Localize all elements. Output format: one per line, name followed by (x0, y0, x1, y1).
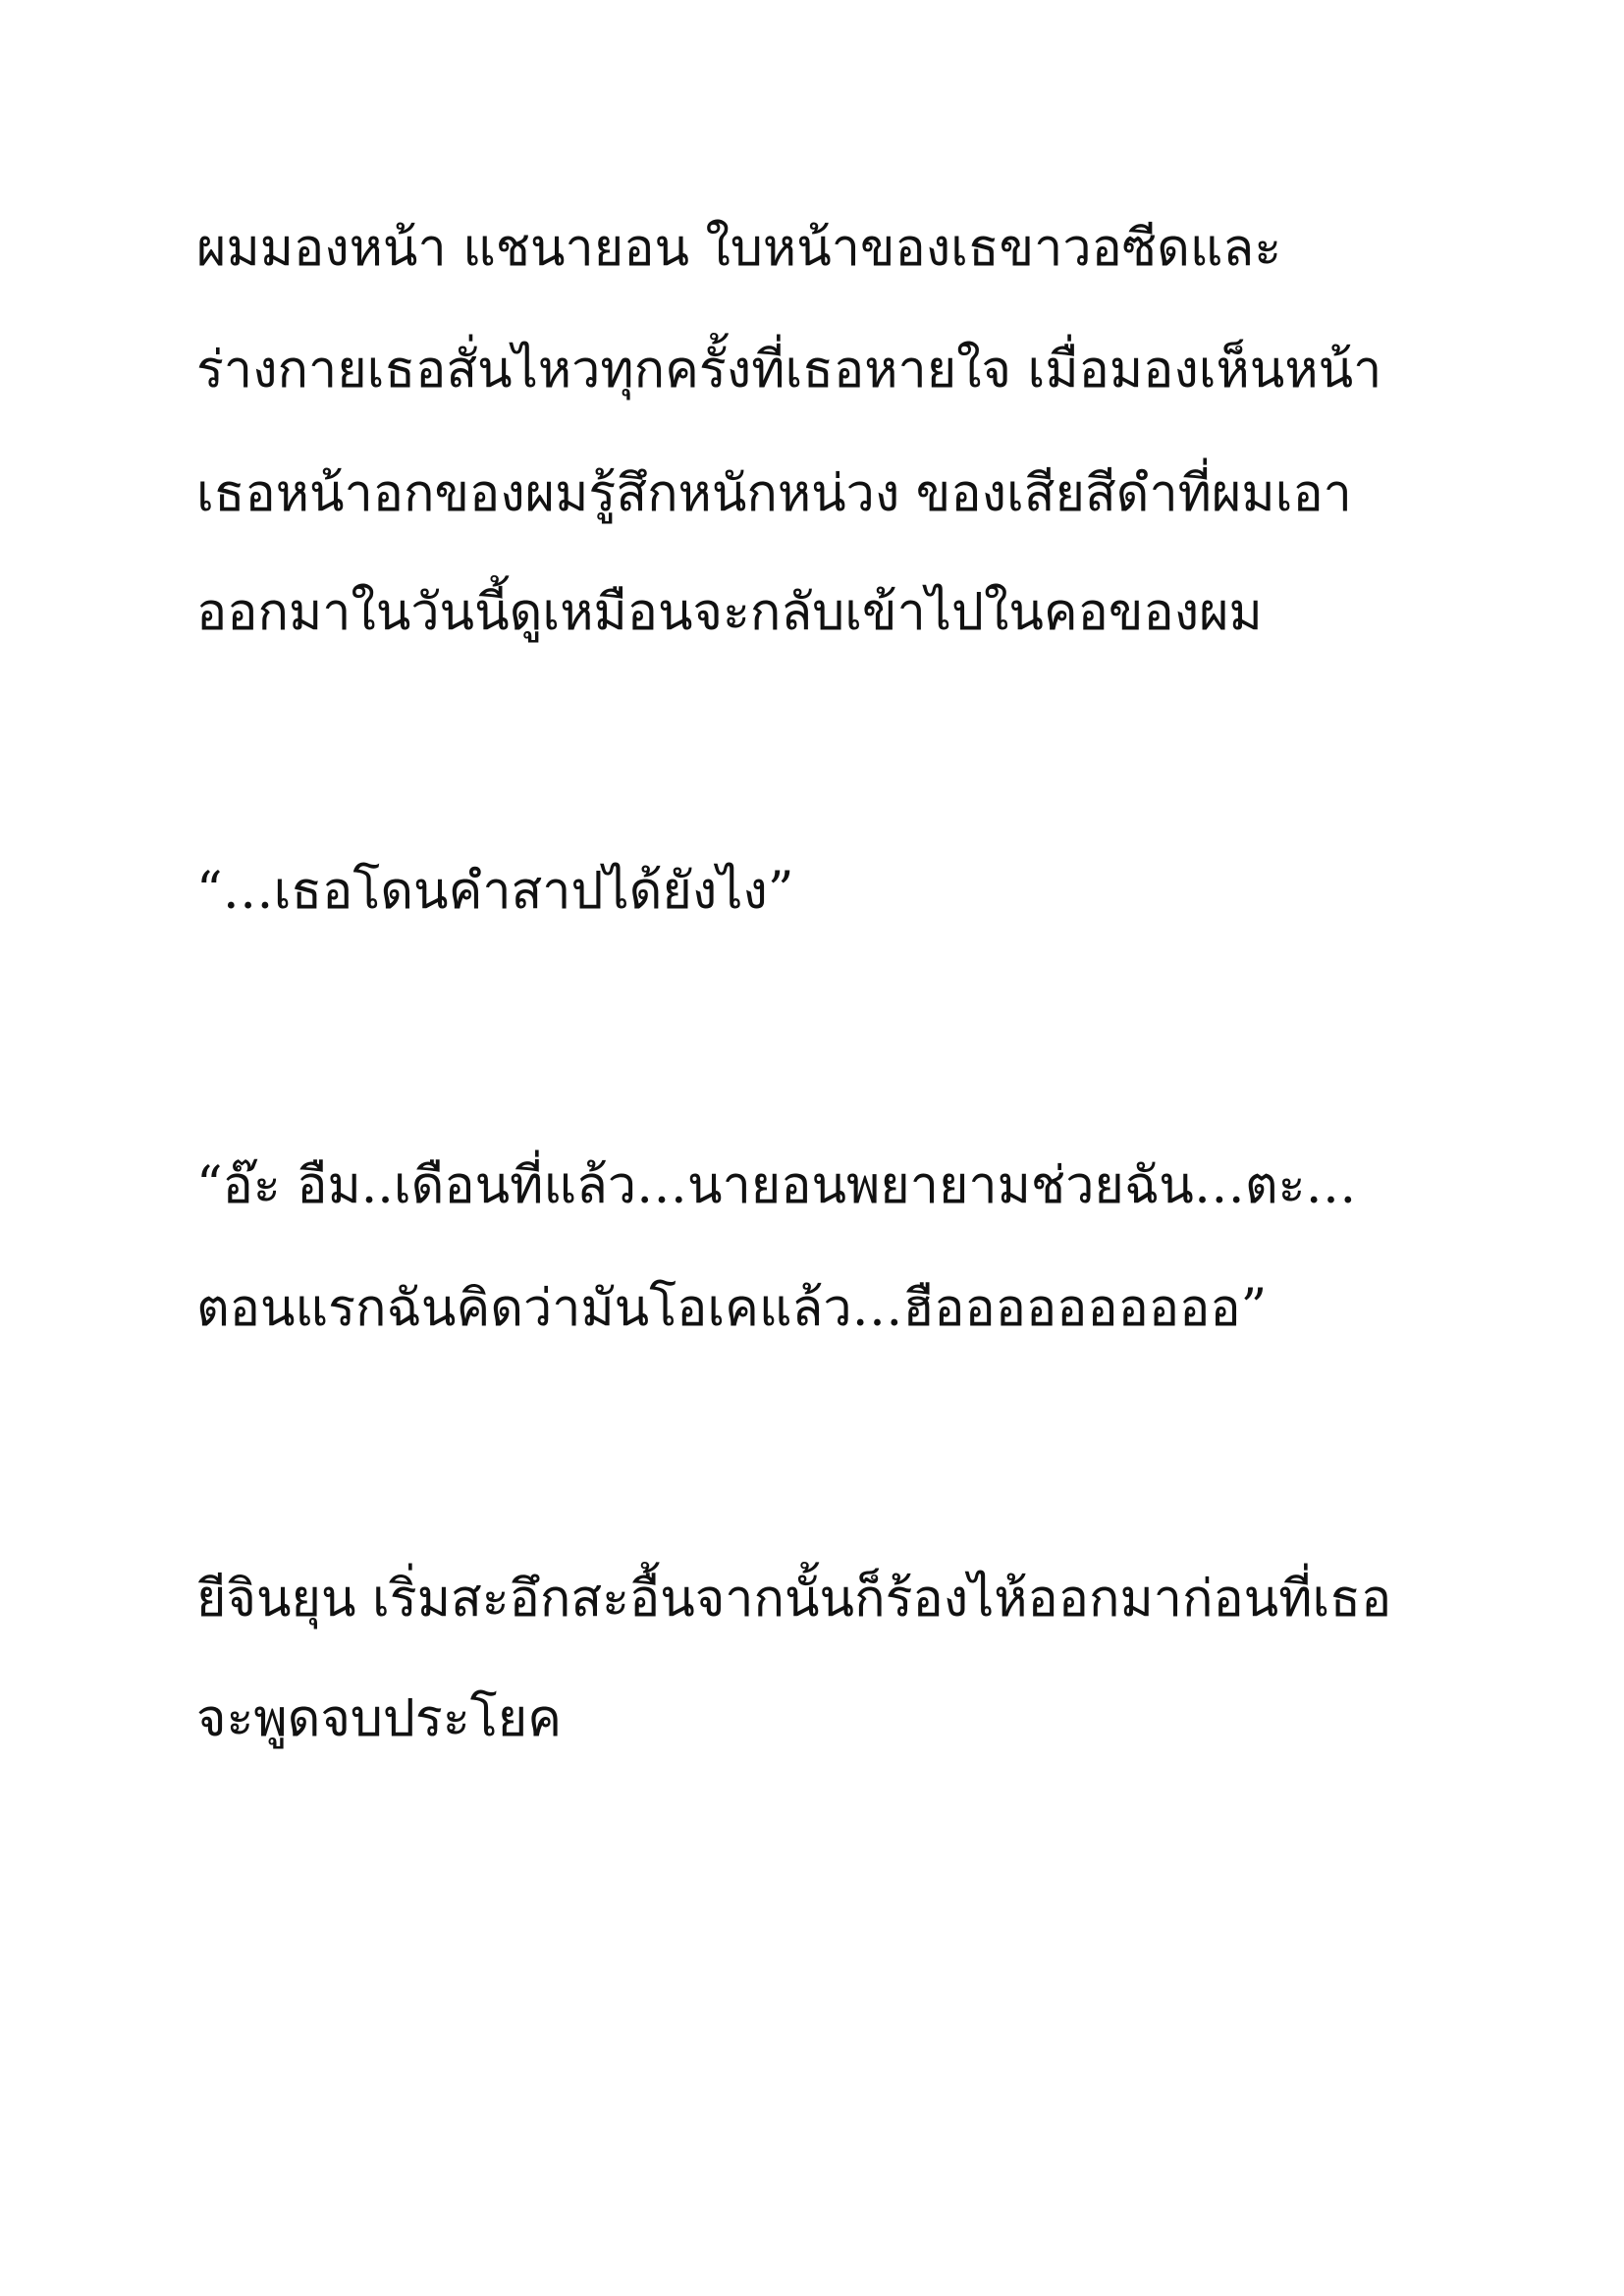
paragraph-4-line-1: ยีจินยุน เริ่มสะอึกสะอื้นจากนั้นก็ร้องไห้ออกมาก่อนที่เธอ (196, 1570, 1392, 1629)
paragraph-2-line-1: “…เธอโดนคำสาปได้ยังไง” (196, 862, 794, 921)
paragraph-3-line-2: ตอนแรกฉันคิดว่ามันโอเคแล้ว…ฮืออออออออออ” (196, 1279, 1268, 1338)
paragraph-1-line-4: ออกมาในวันนี้ดูเหมือนจะกลับเข้าไปในคอของผม (196, 583, 1263, 642)
paragraph-1-line-2: ร่างกายเธอสั่นไหวทุกครั้งที่เธอหายใจ เมื่อมองเห็นหน้า (196, 341, 1382, 400)
paragraph-3-line-1: “อ๊ะ อืม..เดือนที่แล้ว…นายอนพยายามช่วยฉัน…ตะ… (196, 1156, 1357, 1215)
paragraph-1-line-3: เธอหน้าอกของผมรู้สึกหนักหน่วง ของเสียสีดำที่ผมเอา (196, 464, 1352, 523)
paragraph-1-line-1: ผมมองหน้า แชนายอน ใบหน้าของเธขาวอซีดและ (196, 219, 1282, 278)
paragraph-4-line-2: จะพูดจบประโยค (196, 1689, 562, 1748)
